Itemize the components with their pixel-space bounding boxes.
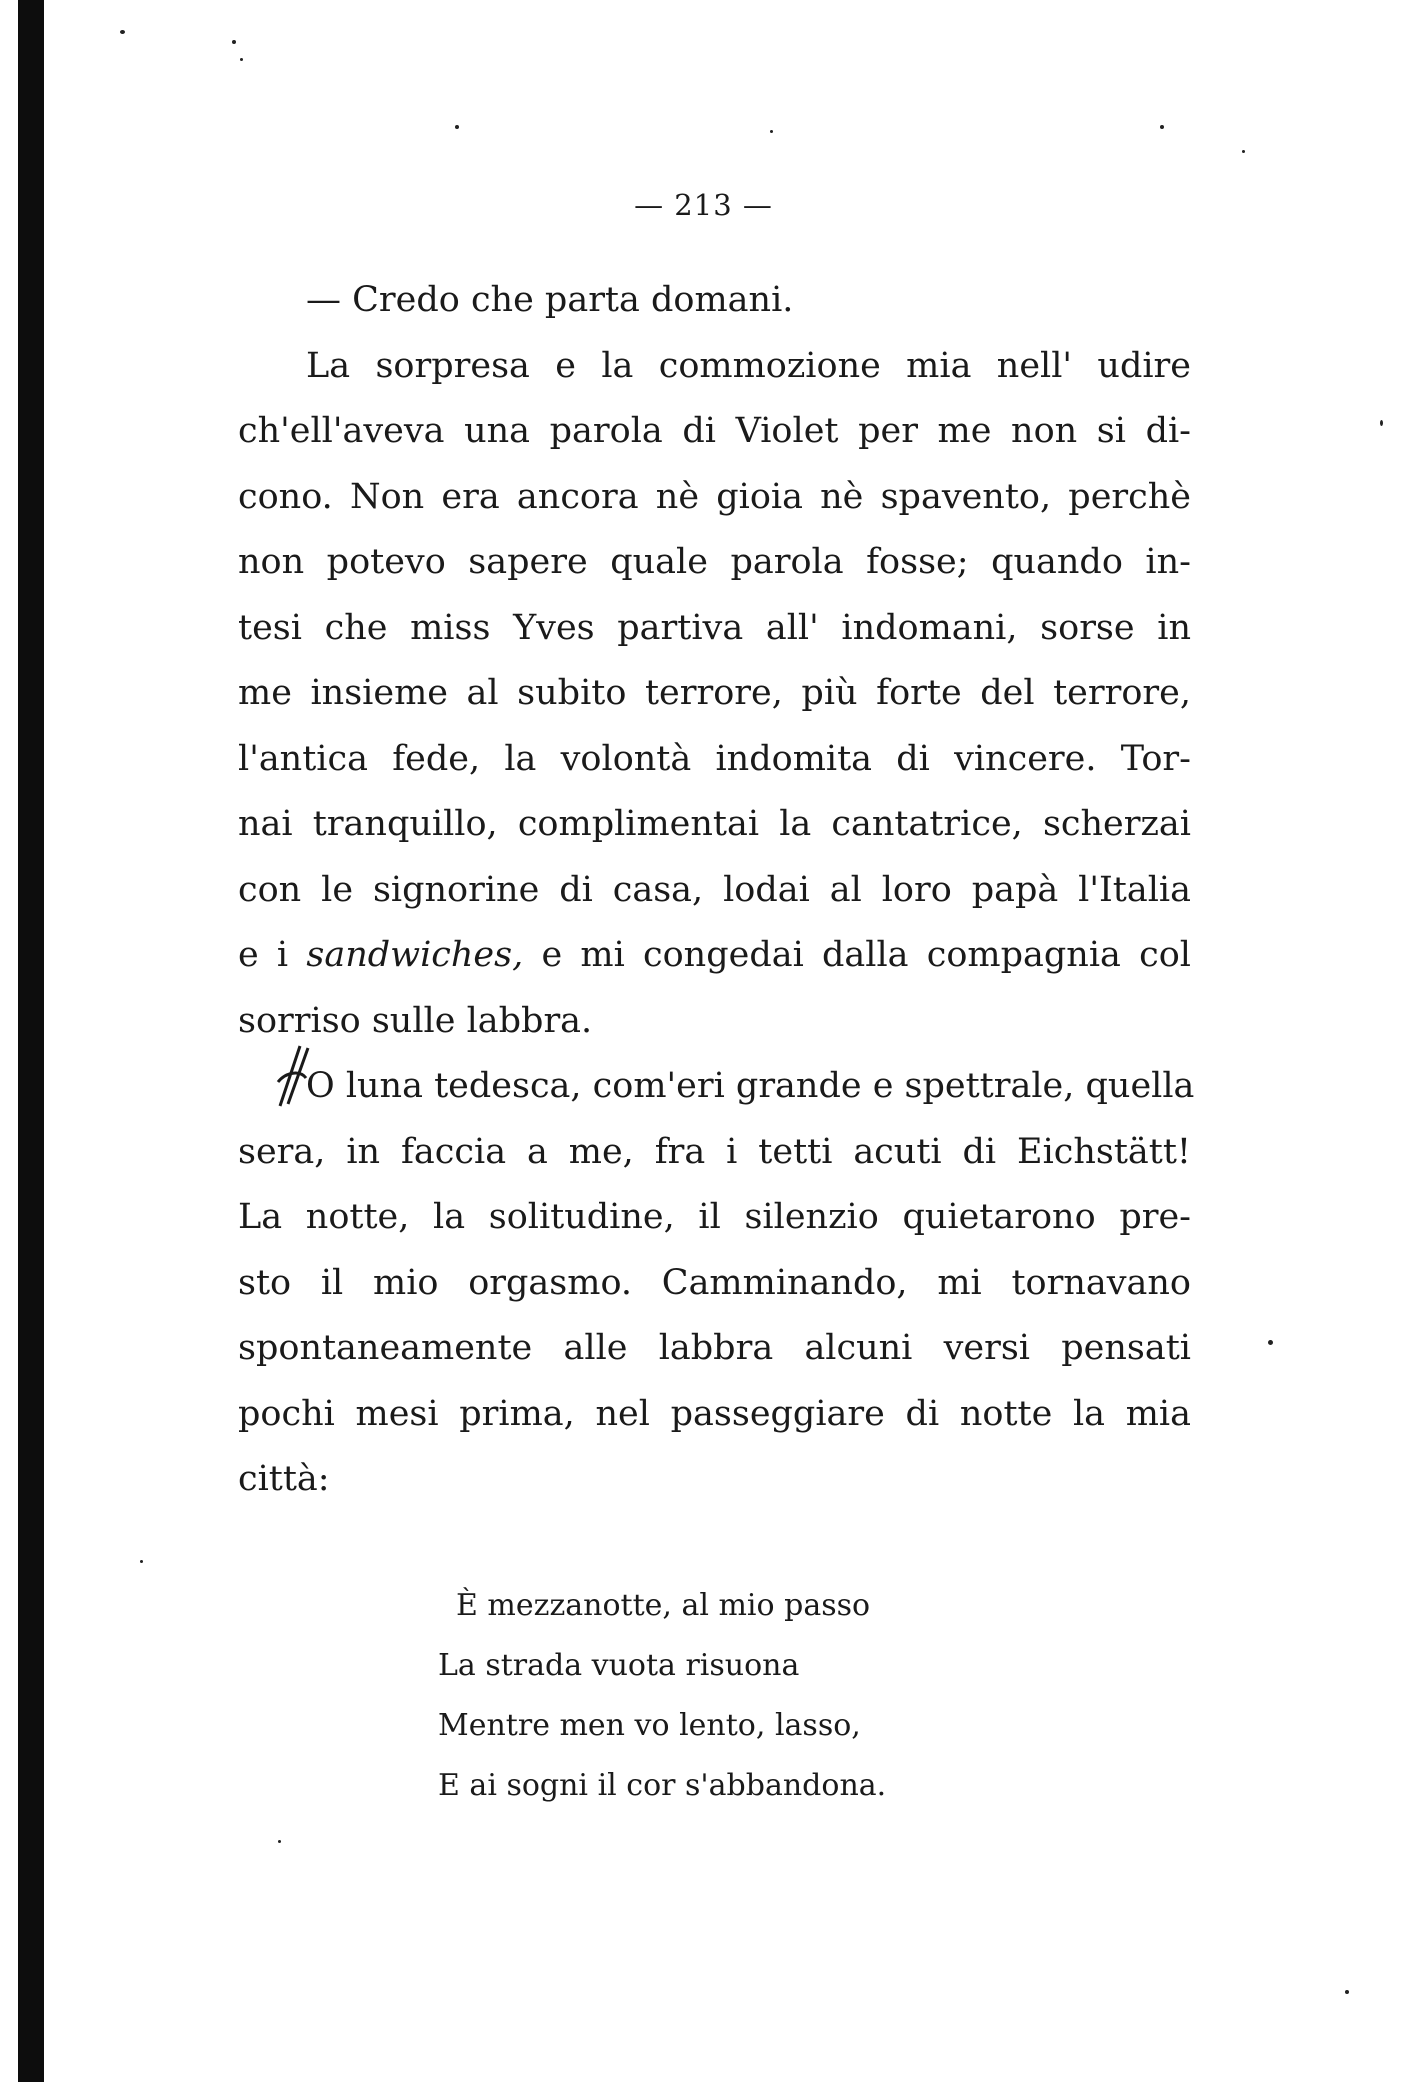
text-fragment: e mi congedai dalla compagnia col [523,935,1191,975]
page-binding-edge [18,0,44,2082]
text-fragment: e i [238,935,307,975]
scan-speck [1160,125,1164,129]
text-line: ch'ell'aveva una parola di Violet per me non si di- [238,411,1191,451]
text-line: pochi mesi prima, nel passeggiare di notte la mia [238,1393,1191,1434]
scan-speck [140,1560,143,1563]
text-line: O luna tedesca, com'eri grande e spettrale, quella [306,1066,1195,1106]
scan-speck [278,1840,281,1843]
dialogue-line: — Credo che parta domani. [306,280,794,320]
verse-line: Mentre men vo lento, lasso, [438,1708,861,1743]
scan-speck [770,130,773,133]
text-line: tesi che miss Yves partiva all' indomani, sorse in [238,607,1191,648]
text-line: con le signorine di casa, lodai al loro papà l'Italia [238,869,1191,910]
text-line: sto il mio orgasmo. Camminando, mi tornavano [238,1262,1191,1303]
page-number: — 213 — [634,188,773,222]
scan-speck [1268,1340,1273,1345]
text-line-with-italic [238,923,1191,989]
verse-line: La strada vuota risuona [438,1648,800,1683]
text-line: sera, in faccia a me, fra i tetti acuti di Eichstätt! [238,1131,1191,1172]
scan-speck [1380,420,1383,426]
text-line: spontaneamente alle labbra alcuni versi pensati [238,1328,1191,1368]
text-line: La notte, la solitudine, il silenzio quietarono pre- [238,1197,1191,1237]
scan-speck [455,125,459,129]
scan-speck [1242,150,1245,153]
text-line: nai tranquillo, complimentai la cantatrice, scherzai [238,804,1191,844]
text-line: l'antica fede, la volontà indomita di vincere. Tor- [238,738,1191,779]
text-line: cono. Non era ancora nè gioia nè spavento, perchè [238,476,1191,517]
body-text [238,268,1195,1513]
scan-speck [120,30,125,34]
paragraph-2 [238,1054,1195,1513]
verse-line: E ai sogni il cor s'abbandona. [438,1768,887,1803]
text-line: non potevo sapere quale parola fosse; quando in- [238,542,1191,582]
paragraph-1 [238,334,1191,1055]
text-line: La sorpresa e la commozione mia nell' udire [306,345,1191,386]
scan-speck [232,40,236,44]
scan-speck [240,58,243,61]
italic-word: sandwiches, [306,935,524,975]
verse-block [438,1576,886,1816]
verse-line: È mezzanotte, al mio passo [456,1588,871,1623]
text-line: me insieme al subito terrore, più forte del terrore, [238,673,1191,713]
text-line: sorriso sulle labbra. [238,1000,593,1041]
text-line: città: [238,1459,330,1499]
scan-speck [1345,1990,1349,1994]
